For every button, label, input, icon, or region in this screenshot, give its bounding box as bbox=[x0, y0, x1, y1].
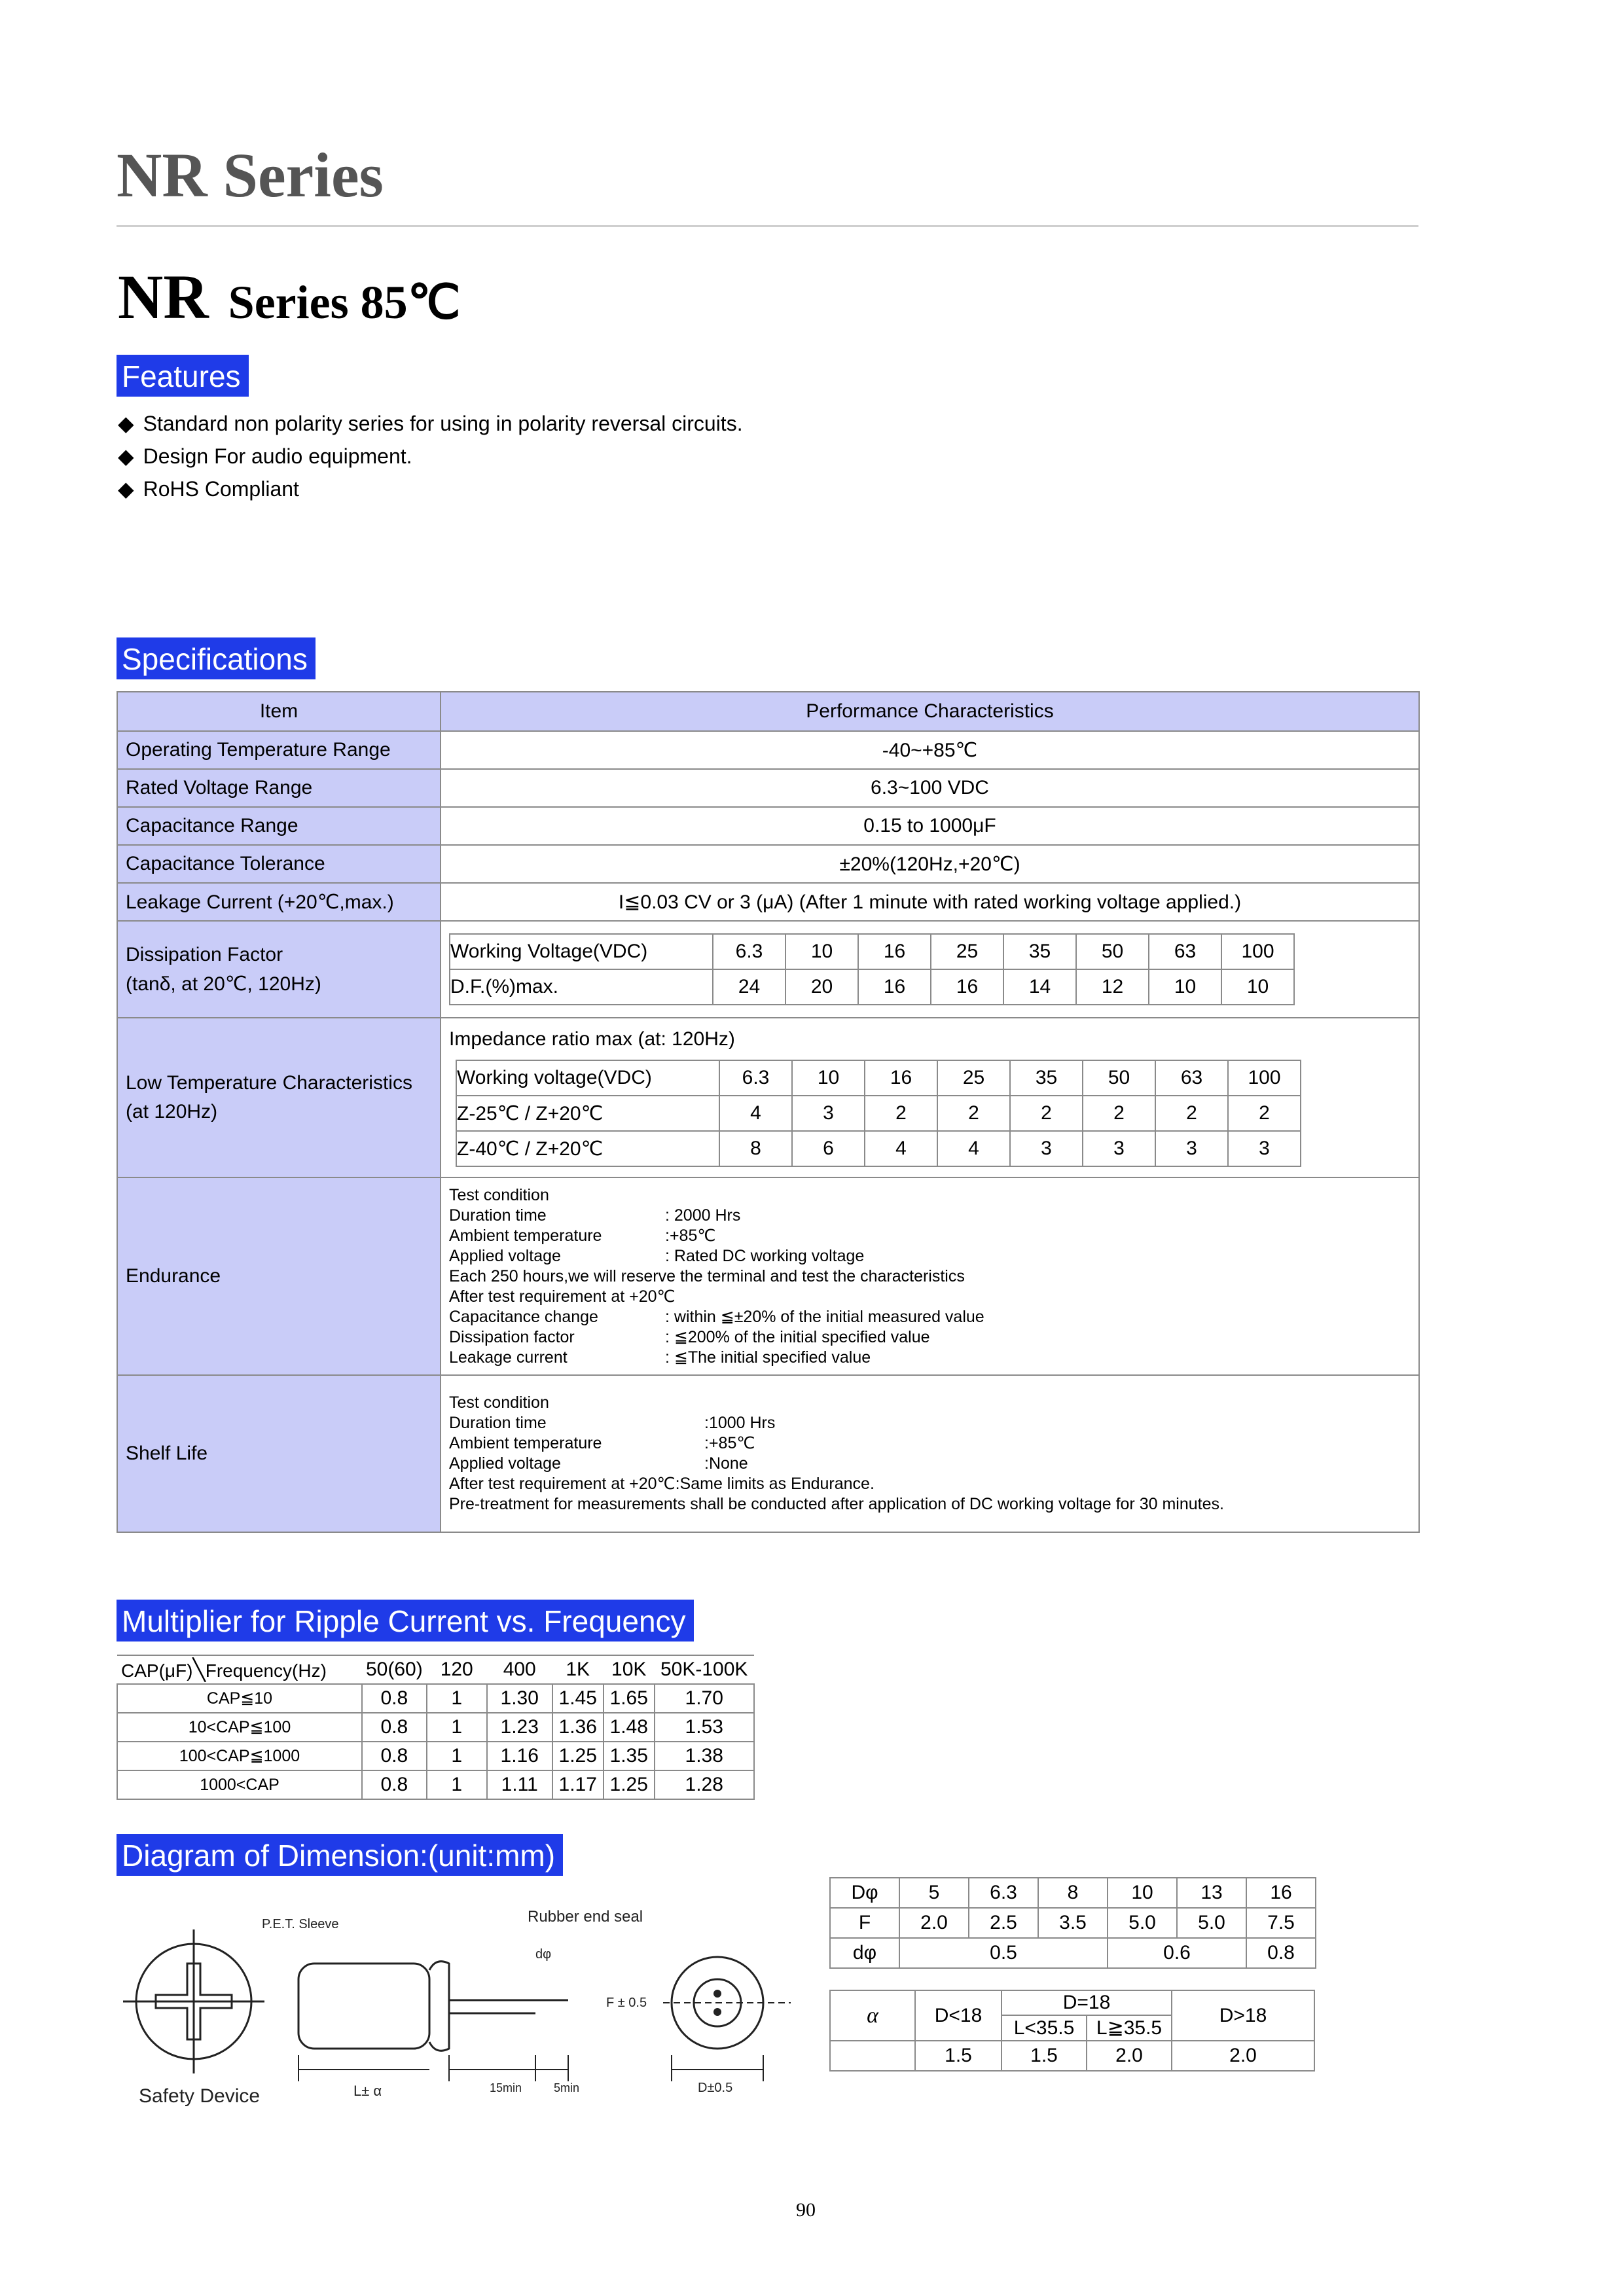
detail-key: Dissipation factor bbox=[449, 1327, 575, 1346]
table-cell: 16 bbox=[1246, 1878, 1316, 1908]
lead-spacing-label: F ± 0.5 bbox=[606, 1996, 647, 2010]
spec-value-endurance bbox=[441, 1177, 1419, 1375]
ratio-cell: 2 bbox=[1155, 1096, 1228, 1131]
frequency-header: 400 bbox=[487, 1655, 552, 1684]
spec-item: Operating Temperature Range bbox=[117, 731, 441, 769]
specifications-table bbox=[117, 691, 1420, 1533]
row-label: Dφ bbox=[830, 1878, 899, 1908]
row-label: Working voltage(VDC) bbox=[456, 1060, 719, 1096]
corner-header bbox=[117, 1655, 362, 1684]
page-title: NR Series bbox=[117, 140, 384, 210]
diameter-label: D±0.5 bbox=[698, 2081, 733, 2095]
ratio-cell: 4 bbox=[719, 1096, 792, 1131]
specifications-heading: Specifications bbox=[117, 637, 316, 679]
table-row bbox=[117, 883, 1419, 921]
spec-item: Capacitance Tolerance bbox=[117, 845, 441, 883]
voltage-cell: 100 bbox=[1228, 1060, 1301, 1096]
feature-text: Standard non polarity series for using in polarity reversal circuits. bbox=[143, 412, 743, 435]
detail-line: After test requirement at +20℃:Same limits as Endurance. bbox=[449, 1475, 875, 1493]
df-cell: 14 bbox=[1003, 969, 1076, 1005]
spec-value-low-temperature bbox=[441, 1018, 1419, 1177]
spec-value: 0.15 to 1000μF bbox=[441, 807, 1419, 845]
ratio-cell: 2 bbox=[937, 1096, 1010, 1131]
row-label: F bbox=[830, 1908, 899, 1938]
multiplier-cell: 1.70 bbox=[655, 1684, 754, 1713]
table-cell: D<18 bbox=[915, 1990, 1001, 2041]
table-cell: 10 bbox=[1108, 1878, 1177, 1908]
table-row bbox=[117, 1742, 754, 1770]
spec-item-low-temperature bbox=[117, 1018, 441, 1177]
detail-value: : ≦The initial specified value bbox=[665, 1348, 871, 1367]
corner-frequency-label: Frequency(Hz) bbox=[205, 1660, 327, 1681]
multiplier-cell: 1 bbox=[427, 1770, 487, 1799]
row-label: dφ bbox=[830, 1938, 899, 1968]
alpha-label: α bbox=[830, 1990, 915, 2041]
voltage-cell: 63 bbox=[1155, 1060, 1228, 1096]
spec-value-shelf-life bbox=[441, 1375, 1419, 1532]
table-cell: 3.5 bbox=[1038, 1908, 1108, 1938]
min5-label: 5min bbox=[554, 2081, 580, 2094]
voltage-cell: 63 bbox=[1149, 934, 1221, 969]
diamond-bullet-icon: ◆ bbox=[118, 444, 134, 468]
spec-item-line: Dissipation Factor bbox=[126, 943, 283, 965]
table-cell: 6.3 bbox=[969, 1878, 1038, 1908]
lead-diameter-label: dφ bbox=[535, 1947, 552, 1962]
voltage-cell: 35 bbox=[1010, 1060, 1083, 1096]
multiplier-cell: 1.30 bbox=[487, 1684, 552, 1713]
ratio-cell: 2 bbox=[1228, 1096, 1301, 1131]
lead-hole-dot bbox=[713, 2008, 721, 2016]
ratio-cell: 3 bbox=[1083, 1131, 1155, 1166]
detail-value: : within ≦±20% of the initial measured value bbox=[665, 1307, 984, 1326]
detail-key: Applied voltage bbox=[449, 1454, 561, 1473]
table-cell: L<35.5 bbox=[1001, 2015, 1087, 2041]
table-cell: 0.5 bbox=[899, 1938, 1108, 1968]
detail-key: Ambient temperature bbox=[449, 1226, 602, 1245]
df-cell: 24 bbox=[713, 969, 785, 1005]
voltage-cell: 16 bbox=[858, 934, 931, 969]
spec-item-line: (tanδ, at 20℃, 120Hz) bbox=[126, 973, 321, 995]
table-row bbox=[830, 1990, 1314, 2015]
pet-sleeve-label: P.E.T. Sleeve bbox=[262, 1917, 339, 1931]
detail-line: Each 250 hours,we will reserve the terminal and test the characteristics bbox=[449, 1266, 965, 1285]
dissipation-table bbox=[449, 933, 1295, 1005]
ripple-heading: Multiplier for Ripple Current vs. Frequency bbox=[117, 1600, 694, 1641]
multiplier-cell: 1.25 bbox=[552, 1742, 604, 1770]
dimension-table bbox=[829, 1877, 1316, 1969]
multiplier-cell: 0.8 bbox=[362, 1770, 427, 1799]
capacitor-body bbox=[298, 1964, 429, 2049]
table-row bbox=[117, 845, 1419, 883]
diagonal-separator-icon: ╲ bbox=[192, 1658, 206, 1681]
multiplier-cell: 1.45 bbox=[552, 1684, 604, 1713]
df-cell: 12 bbox=[1076, 969, 1149, 1005]
table-row bbox=[117, 1684, 754, 1713]
voltage-cell: 25 bbox=[931, 934, 1003, 969]
multiplier-cell: 0.8 bbox=[362, 1684, 427, 1713]
multiplier-cell: 1.11 bbox=[487, 1770, 552, 1799]
voltage-cell: 25 bbox=[937, 1060, 1010, 1096]
detail-value: : ≦200% of the initial specified value bbox=[665, 1327, 930, 1346]
table-cell: 5.0 bbox=[1177, 1908, 1246, 1938]
table-row bbox=[117, 731, 1419, 769]
multiplier-cell: 1.35 bbox=[604, 1742, 655, 1770]
cap-range-cell: 10<CAP≦100 bbox=[117, 1713, 362, 1742]
multiplier-cell: 0.8 bbox=[362, 1742, 427, 1770]
row-label: Working Voltage(VDC) bbox=[450, 934, 713, 969]
table-row bbox=[117, 1375, 1419, 1532]
table-row bbox=[830, 1878, 1316, 1908]
feature-text: Design For audio equipment. bbox=[143, 444, 412, 468]
ratio-cell: 3 bbox=[792, 1096, 865, 1131]
table-cell: 7.5 bbox=[1246, 1908, 1316, 1938]
spec-value: I≦0.03 CV or 3 (μA) (After 1 minute with rated working voltage applied.) bbox=[441, 883, 1419, 921]
detail-value: :+85℃ bbox=[704, 1434, 755, 1452]
lead-hole-dot bbox=[713, 1990, 721, 1998]
df-cell: 20 bbox=[785, 969, 858, 1005]
column-header-performance: Performance Characteristics bbox=[441, 692, 1419, 731]
frequency-header: 120 bbox=[427, 1655, 487, 1684]
shelf-life-details bbox=[449, 1393, 1418, 1515]
spec-value: -40~+85℃ bbox=[441, 731, 1419, 769]
multiplier-cell: 1.23 bbox=[487, 1713, 552, 1742]
detail-key: Duration time bbox=[449, 1414, 547, 1432]
table-cell: 2.0 bbox=[1172, 2041, 1314, 2071]
table-cell: 13 bbox=[1177, 1878, 1246, 1908]
features-list bbox=[118, 407, 743, 505]
table-cell: D>18 bbox=[1172, 1990, 1314, 2041]
list-item bbox=[118, 440, 743, 473]
spec-item: Capacitance Range bbox=[117, 807, 441, 845]
detail-value: : Rated DC working voltage bbox=[665, 1246, 865, 1265]
list-item bbox=[118, 473, 743, 505]
spec-item: Leakage Current (+20℃,max.) bbox=[117, 883, 441, 921]
detail-line: Pre-treatment for measurements shall be conducted after application of DC working voltage for 30 minutes. bbox=[449, 1495, 1224, 1513]
multiplier-cell: 1 bbox=[427, 1713, 487, 1742]
spec-item-dissipation bbox=[117, 921, 441, 1018]
table-row bbox=[830, 1908, 1316, 1938]
multiplier-cell: 1.53 bbox=[655, 1713, 754, 1742]
voltage-cell: 50 bbox=[1083, 1060, 1155, 1096]
table-row bbox=[117, 769, 1419, 807]
table-row bbox=[117, 1770, 754, 1799]
table-cell: 2.5 bbox=[969, 1908, 1038, 1938]
header-divider bbox=[117, 225, 1418, 227]
multiplier-cell: 1.48 bbox=[604, 1713, 655, 1742]
row-label: D.F.(%)max. bbox=[450, 969, 713, 1005]
spec-item: Endurance bbox=[117, 1177, 441, 1375]
list-item bbox=[118, 407, 743, 440]
detail-line: After test requirement at +20℃ bbox=[449, 1287, 676, 1306]
detail-line: Test condition bbox=[449, 1185, 549, 1204]
ratio-cell: 2 bbox=[865, 1096, 937, 1131]
ratio-cell: 3 bbox=[1155, 1131, 1228, 1166]
spec-value-dissipation bbox=[441, 921, 1419, 1018]
rubber-seal-outline bbox=[429, 1962, 449, 2051]
column-header-item: Item bbox=[117, 692, 441, 731]
feature-text: RoHS Compliant bbox=[143, 477, 299, 501]
table-cell: 2.0 bbox=[899, 1908, 969, 1938]
spec-value: ±20%(120Hz,+20℃) bbox=[441, 845, 1419, 883]
table-cell: 0.8 bbox=[1246, 1938, 1316, 1968]
page-number: 90 bbox=[796, 2199, 816, 2221]
diamond-bullet-icon: ◆ bbox=[118, 412, 134, 435]
voltage-cell: 50 bbox=[1076, 934, 1149, 969]
df-cell: 16 bbox=[931, 969, 1003, 1005]
spec-item: Shelf Life bbox=[117, 1375, 441, 1532]
multiplier-cell: 0.8 bbox=[362, 1713, 427, 1742]
multiplier-cell: 1 bbox=[427, 1684, 487, 1713]
multiplier-cell: 1.16 bbox=[487, 1742, 552, 1770]
multiplier-cell: 1.17 bbox=[552, 1770, 604, 1799]
table-row bbox=[830, 2041, 1314, 2071]
spec-item: Rated Voltage Range bbox=[117, 769, 441, 807]
multiplier-cell: 1.36 bbox=[552, 1713, 604, 1742]
ratio-cell: 2 bbox=[1010, 1096, 1083, 1131]
multiplier-cell: 1 bbox=[427, 1742, 487, 1770]
table-cell: 8 bbox=[1038, 1878, 1108, 1908]
spec-item-line: (at 120Hz) bbox=[126, 1101, 218, 1122]
alpha-table bbox=[829, 1990, 1315, 2072]
ratio-cell: 6 bbox=[792, 1131, 865, 1166]
table-cell: D=18 bbox=[1001, 1990, 1172, 2015]
voltage-cell: 6.3 bbox=[719, 1060, 792, 1096]
detail-line: Test condition bbox=[449, 1393, 549, 1412]
detail-key: Duration time bbox=[449, 1206, 547, 1225]
row-label: Z-25℃ / Z+20℃ bbox=[456, 1096, 719, 1131]
table-row bbox=[117, 807, 1419, 845]
frequency-header: 10K bbox=[604, 1655, 655, 1684]
detail-value: :1000 Hrs bbox=[704, 1414, 776, 1432]
detail-key: Leakage current bbox=[449, 1348, 568, 1367]
voltage-cell: 10 bbox=[785, 934, 858, 969]
ratio-cell: 3 bbox=[1228, 1131, 1301, 1166]
table-cell: 1.5 bbox=[1001, 2041, 1087, 2071]
df-cell: 10 bbox=[1149, 969, 1221, 1005]
length-label: L± α bbox=[353, 2083, 382, 2099]
table-cell: 1.5 bbox=[915, 2041, 1001, 2071]
multiplier-cell: 1.38 bbox=[655, 1742, 754, 1770]
detail-key: Capacitance change bbox=[449, 1307, 598, 1326]
voltage-cell: 100 bbox=[1221, 934, 1294, 969]
frequency-header: 1K bbox=[552, 1655, 604, 1684]
dimension-diagram bbox=[117, 1898, 810, 2114]
df-cell: 16 bbox=[858, 969, 931, 1005]
voltage-cell: 6.3 bbox=[713, 934, 785, 969]
df-cell: 10 bbox=[1221, 969, 1294, 1005]
table-cell bbox=[830, 2041, 915, 2071]
row-label: Z-40℃ / Z+20℃ bbox=[456, 1131, 719, 1166]
rubber-end-seal-label: Rubber end seal bbox=[528, 1908, 643, 1926]
endurance-details bbox=[449, 1185, 1418, 1368]
ratio-cell: 8 bbox=[719, 1131, 792, 1166]
ratio-cell: 4 bbox=[865, 1131, 937, 1166]
ripple-multiplier-table bbox=[117, 1655, 755, 1800]
detail-key: Ambient temperature bbox=[449, 1434, 602, 1452]
impedance-caption: Impedance ratio max (at: 120Hz) bbox=[449, 1028, 735, 1050]
frequency-header: 50(60) bbox=[362, 1655, 427, 1684]
table-cell: 0.6 bbox=[1108, 1938, 1246, 1968]
min15-label: 15min bbox=[490, 2081, 522, 2094]
detail-value: : 2000 Hrs bbox=[665, 1206, 741, 1225]
table-cell: 5 bbox=[899, 1878, 969, 1908]
ratio-cell: 3 bbox=[1010, 1131, 1083, 1166]
detail-value: :+85℃ bbox=[665, 1226, 716, 1245]
spec-item-line: Low Temperature Characteristics bbox=[126, 1072, 412, 1094]
series-subtitle: Series 85℃ bbox=[228, 276, 461, 329]
safety-device-label: Safety Device bbox=[139, 2085, 261, 2107]
series-code: NR bbox=[118, 262, 209, 332]
multiplier-cell: 1.25 bbox=[604, 1770, 655, 1799]
voltage-cell: 10 bbox=[792, 1060, 865, 1096]
detail-key: Applied voltage bbox=[449, 1246, 561, 1265]
table-cell: 2.0 bbox=[1087, 2041, 1172, 2071]
ratio-cell: 4 bbox=[937, 1131, 1010, 1166]
ratio-cell: 2 bbox=[1083, 1096, 1155, 1131]
spec-value: 6.3~100 VDC bbox=[441, 769, 1419, 807]
table-row bbox=[117, 1018, 1419, 1177]
table-row bbox=[117, 1177, 1419, 1375]
table-row bbox=[117, 921, 1419, 1018]
cap-range-cell: 1000<CAP bbox=[117, 1770, 362, 1799]
diamond-bullet-icon: ◆ bbox=[118, 477, 134, 501]
cap-range-cell: CAP≦10 bbox=[117, 1684, 362, 1713]
series-title bbox=[118, 260, 460, 333]
table-cell: 5.0 bbox=[1108, 1908, 1177, 1938]
features-heading: Features bbox=[117, 355, 249, 397]
cap-range-cell: 100<CAP≦1000 bbox=[117, 1742, 362, 1770]
table-row bbox=[117, 1713, 754, 1742]
table-cell: L≧35.5 bbox=[1087, 2015, 1172, 2041]
multiplier-cell: 1.28 bbox=[655, 1770, 754, 1799]
detail-value: :None bbox=[704, 1454, 748, 1473]
multiplier-cell: 1.65 bbox=[604, 1684, 655, 1713]
corner-cap-label: CAP(μF) bbox=[121, 1660, 193, 1681]
voltage-cell: 16 bbox=[865, 1060, 937, 1096]
impedance-table bbox=[456, 1060, 1301, 1167]
dimension-heading: Diagram of Dimension:(unit:mm) bbox=[117, 1834, 563, 1876]
table-row bbox=[830, 1938, 1316, 1968]
frequency-header: 50K-100K bbox=[655, 1655, 754, 1684]
voltage-cell: 35 bbox=[1003, 934, 1076, 969]
